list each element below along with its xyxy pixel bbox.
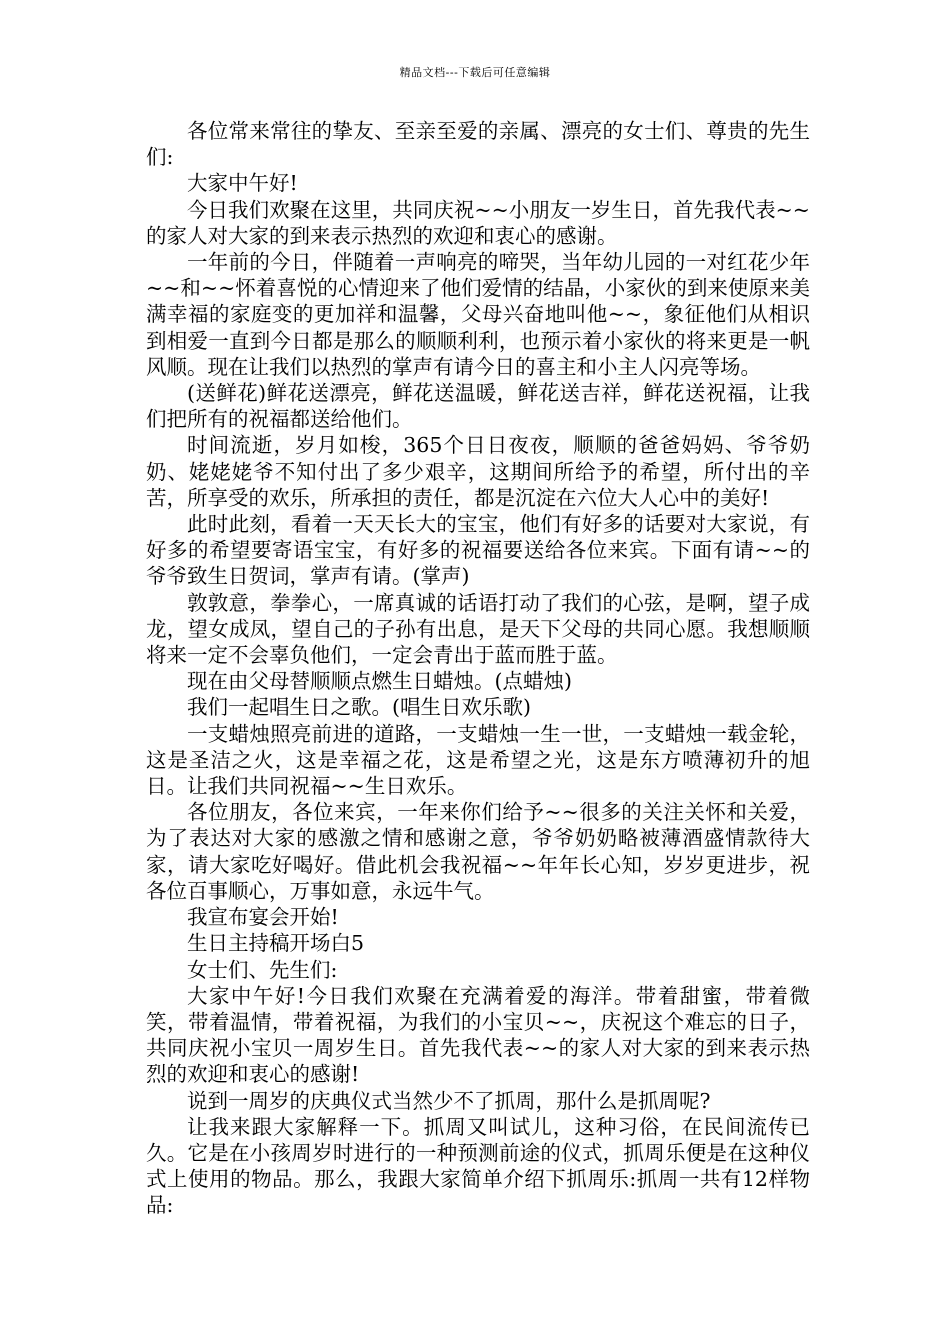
paragraph: 说到一周岁的庆典仪式当然少不了抓周，那什么是抓周呢?: [187, 1088, 711, 1113]
paragraph: 我们一起唱生日之歌。(唱生日欢乐歌): [187, 695, 531, 720]
paragraph: 各位常来常往的挚友、至亲至爱的亲属、漂亮的女士们、尊贵的先生们:: [146, 119, 810, 170]
page-header: 精品文档---下载后可任意编辑: [399, 66, 551, 79]
paragraph: 今日我们欢聚在这里，共同庆祝~~小朋友一岁生日，首先我代表~~的家人对大家的到来表示热烈的欢迎和衷心的感谢。: [146, 197, 810, 248]
paragraph: 女士们、先生们:: [187, 957, 338, 982]
paragraph: 现在由父母替顺顺点燃生日蜡烛。(点蜡烛): [187, 669, 572, 694]
paragraph: 一支蜡烛照亮前进的道路，一支蜡烛一生一世，一支蜡烛一载金轮，这是圣洁之火，这是幸福之花，这是希望之光，这是东方喷薄初升的旭日。让我们共同祝福~~生日欢乐。: [146, 721, 810, 799]
paragraph: 大家中午好!: [187, 171, 298, 196]
document-body: [146, 118, 810, 1219]
paragraph: 各位朋友，各位来宾，一年来你们给予~~很多的关注关怀和关爱，为了表达对大家的感激之情和感谢之意，爷爷奶奶略被薄酒盛情款待大家，请大家吃好喝好。借此机会我祝福~~年年长心知，岁岁更进步，祝各位百事顺心，万事如意，永远牛气。: [146, 800, 810, 903]
paragraph: (送鲜花)鲜花送漂亮，鲜花送温暖，鲜花送吉祥，鲜花送祝福，让我们把所有的祝福都送给他们。: [146, 381, 810, 432]
paragraph: 让我来跟大家解释一下。抓周又叫试儿，这种习俗，在民间流传已久。它是在小孩周岁时进行的一种预测前途的仪式，抓周乐便是在这种仪式上使用的物品。那么，我跟大家简单介绍下抓周乐:抓周一共有12样物品:: [146, 1114, 810, 1218]
paragraph: 大家中午好!今日我们欢聚在充满着爱的海洋。带着甜蜜，带着微笑，带着温情，带着祝福，为我们的小宝贝~~，庆祝这个难忘的日子，共同庆祝小宝贝一周岁生日。首先我代表~~的家人对大家的到来表示热烈的欢迎和衷心的感谢!: [146, 983, 810, 1087]
paragraph: 我宣布宴会开始!: [187, 905, 339, 930]
paragraph: 此时此刻，看着一天天长大的宝宝，他们有好多的话要对大家说，有好多的希望要寄语宝宝，有好多的祝福要送给各位来宾。下面有请~~的爷爷致生日贺词，掌声有请。(掌声): [146, 512, 810, 589]
section-heading: 生日主持稿开场白5: [187, 931, 365, 956]
paragraph: 一年前的今日，伴随着一声响亮的啼哭，当年幼儿园的一对红花少年~~和~~怀着喜悦的心情迎来了他们爱情的结晶，小家伙的到来使原来美满幸福的家庭变的更加祥和温馨，父母兴奋地叫他~~，象征他们从相识到相爱一直到今日都是那么的顺顺利利，也预示着小家伙的将来更是一帆风顺。现在让我们以热烈的掌声有请今日的喜主和小主人闪亮等场。: [146, 250, 810, 379]
paragraph: 时间流逝，岁月如梭，365个日日夜夜，顺顺的爸爸妈妈、爷爷奶奶、姥姥姥爷不知付出了多少艰辛，这期间所给予的希望，所付出的辛苦，所享受的欢乐，所承担的责任，都是沉淀在六位大人心中的美好!: [146, 433, 810, 510]
paragraph: 敦敦意，拳拳心，一席真诚的话语打动了我们的心弦，是啊，望子成龙，望女成凤，望自己的子孙有出息，是天下父母的共同心愿。我想顺顺将来一定不会辜负他们，一定会青出于蓝而胜于蓝。: [146, 590, 810, 668]
